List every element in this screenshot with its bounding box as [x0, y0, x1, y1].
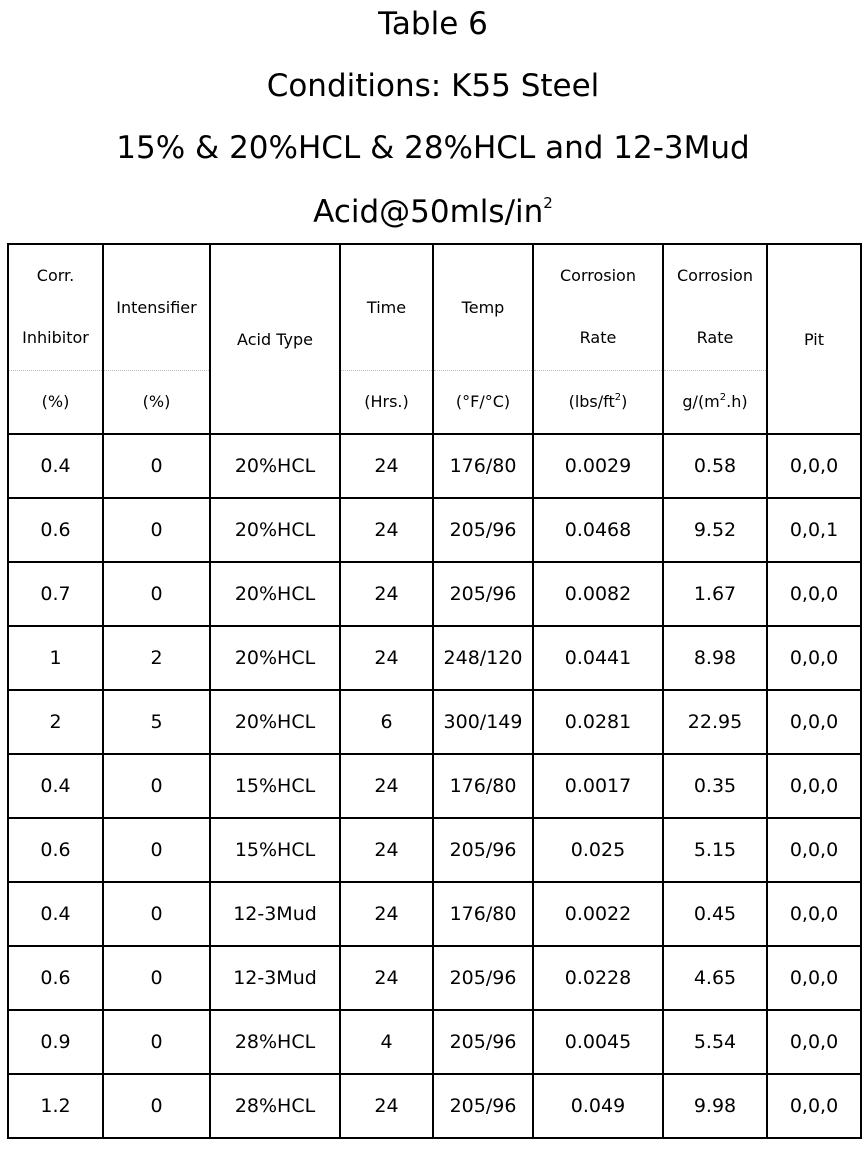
cell-pit: 0,0,0	[767, 434, 861, 498]
cell-intensifier: 0	[103, 1074, 210, 1138]
header-corr-inhibitor-l1: Corr.	[36, 266, 75, 286]
cell-inhibitor: 1.2	[8, 1074, 103, 1138]
cell-rate-g: 4.65	[663, 946, 767, 1010]
table-row	[8, 818, 861, 882]
unit-intensifier: (%)	[103, 370, 210, 434]
unit-lbs-end: )	[621, 392, 628, 412]
cell-inhibitor: 0.6	[8, 818, 103, 882]
unit-corrosion-rate-g	[663, 370, 767, 434]
cell-rate-lbs: 0.025	[533, 818, 663, 882]
cell-inhibitor: 2	[8, 690, 103, 754]
cell-temp: 205/96	[433, 1010, 533, 1074]
cell-rate-lbs: 0.0022	[533, 882, 663, 946]
cell-temp: 205/96	[433, 1074, 533, 1138]
cell-acid-type: 12-3Mud	[210, 946, 340, 1010]
corrosion-data-table	[7, 243, 862, 1139]
table-row	[8, 1074, 861, 1138]
cell-intensifier: 5	[103, 690, 210, 754]
cell-time: 24	[340, 434, 433, 498]
cell-acid-type: 12-3Mud	[210, 882, 340, 946]
unit-corr-inhibitor: (%)	[8, 370, 103, 434]
cell-pit: 0,0,0	[767, 1010, 861, 1074]
header-pit-label: Pit	[803, 329, 824, 349]
cell-rate-g: 22.95	[663, 690, 767, 754]
header-acid-type-label: Acid Type	[237, 329, 313, 349]
cell-rate-lbs: 0.049	[533, 1074, 663, 1138]
cell-inhibitor: 0.6	[8, 946, 103, 1010]
cell-rate-lbs: 0.0281	[533, 690, 663, 754]
cell-rate-g: 0.45	[663, 882, 767, 946]
unit-g-sup: 2	[719, 392, 727, 404]
cell-intensifier: 0	[103, 882, 210, 946]
cell-time: 24	[340, 946, 433, 1010]
header-corrosion-rate-lbs-l2: Rate	[579, 328, 617, 348]
cell-acid-type: 20%HCL	[210, 498, 340, 562]
cell-time: 24	[340, 882, 433, 946]
cell-inhibitor: 0.9	[8, 1010, 103, 1074]
cell-time: 24	[340, 1074, 433, 1138]
cell-time: 24	[340, 754, 433, 818]
cell-rate-lbs: 0.0029	[533, 434, 663, 498]
cell-temp: 300/149	[433, 690, 533, 754]
cell-pit: 0,0,0	[767, 626, 861, 690]
cell-inhibitor: 1	[8, 626, 103, 690]
cell-rate-lbs: 0.0468	[533, 498, 663, 562]
table-row	[8, 946, 861, 1010]
cell-acid-type: 20%HCL	[210, 690, 340, 754]
acid-volume-title	[0, 194, 866, 230]
header-corr-inhibitor	[8, 244, 103, 370]
cell-pit: 0,0,0	[767, 754, 861, 818]
cell-temp: 205/96	[433, 562, 533, 626]
cell-temp: 205/96	[433, 498, 533, 562]
cell-rate-lbs: 0.0017	[533, 754, 663, 818]
cell-inhibitor: 0.4	[8, 434, 103, 498]
header-corrosion-rate-lbs	[533, 244, 663, 370]
header-row-units	[8, 370, 861, 434]
table-row	[8, 626, 861, 690]
unit-corrosion-rate-lbs	[533, 370, 663, 434]
cell-acid-type: 28%HCL	[210, 1074, 340, 1138]
cell-rate-g: 9.98	[663, 1074, 767, 1138]
header-intensifier-label: Intensifier	[116, 297, 197, 317]
cell-rate-lbs: 0.0228	[533, 946, 663, 1010]
header-intensifier	[103, 244, 210, 370]
cell-pit: 0,0,1	[767, 498, 861, 562]
table-row	[8, 690, 861, 754]
cell-acid-type: 20%HCL	[210, 626, 340, 690]
unit-temp: (°F/°C)	[433, 370, 533, 434]
cell-rate-g: 1.67	[663, 562, 767, 626]
cell-intensifier: 0	[103, 498, 210, 562]
header-corrosion-rate-g-l2: Rate	[696, 328, 734, 348]
cell-intensifier: 0	[103, 1010, 210, 1074]
cell-acid-type: 20%HCL	[210, 434, 340, 498]
cell-temp: 176/80	[433, 754, 533, 818]
cell-pit: 0,0,0	[767, 882, 861, 946]
conditions-title: Conditions: K55 Steel	[266, 68, 600, 104]
table-row	[8, 498, 861, 562]
cell-pit: 0,0,0	[767, 562, 861, 626]
cell-intensifier: 0	[103, 562, 210, 626]
cell-time: 4	[340, 1010, 433, 1074]
acid-volume-sup: 2	[543, 194, 553, 212]
header-time	[340, 244, 433, 370]
cell-inhibitor: 0.4	[8, 754, 103, 818]
cell-rate-lbs: 0.0045	[533, 1010, 663, 1074]
cell-rate-g: 5.54	[663, 1010, 767, 1074]
header-corrosion-rate-g-l1: Corrosion	[677, 266, 753, 286]
cell-temp: 205/96	[433, 946, 533, 1010]
header-corrosion-rate-g	[663, 244, 767, 370]
acid-volume-base: Acid@50mls/in	[313, 194, 544, 230]
unit-lbs-sup: 2	[614, 392, 622, 404]
cell-time: 6	[340, 690, 433, 754]
header-corr-inhibitor-l2: Inhibitor	[22, 328, 89, 348]
table-row	[8, 882, 861, 946]
cell-inhibitor: 0.4	[8, 882, 103, 946]
cell-intensifier: 0	[103, 818, 210, 882]
cell-acid-type: 15%HCL	[210, 754, 340, 818]
cell-temp: 176/80	[433, 882, 533, 946]
header-time-label: Time	[366, 297, 407, 317]
cell-rate-lbs: 0.0441	[533, 626, 663, 690]
cell-inhibitor: 0.7	[8, 562, 103, 626]
unit-time: (Hrs.)	[340, 370, 433, 434]
cell-acid-type: 20%HCL	[210, 562, 340, 626]
cell-pit: 0,0,0	[767, 1074, 861, 1138]
cell-pit: 0,0,0	[767, 818, 861, 882]
cell-temp: 176/80	[433, 434, 533, 498]
header-temp	[433, 244, 533, 370]
table-row	[8, 754, 861, 818]
cell-time: 24	[340, 562, 433, 626]
cell-inhibitor: 0.6	[8, 498, 103, 562]
cell-time: 24	[340, 498, 433, 562]
header-acid-type	[210, 244, 340, 434]
cell-intensifier: 0	[103, 434, 210, 498]
unit-g-end: .h)	[726, 392, 748, 412]
header-row-main	[8, 244, 861, 370]
cell-acid-type: 28%HCL	[210, 1010, 340, 1074]
unit-lbs-base: (lbs/ft	[568, 392, 615, 412]
header-pit	[767, 244, 861, 434]
cell-pit: 0,0,0	[767, 946, 861, 1010]
acid-mix-title: 15% & 20%HCL & 28%HCL and 12-3Mud	[116, 130, 750, 166]
table-row	[8, 1010, 861, 1074]
cell-rate-g: 9.52	[663, 498, 767, 562]
cell-rate-lbs: 0.0082	[533, 562, 663, 626]
table-row	[8, 434, 861, 498]
cell-rate-g: 5.15	[663, 818, 767, 882]
cell-intensifier: 0	[103, 946, 210, 1010]
cell-rate-g: 0.58	[663, 434, 767, 498]
cell-time: 24	[340, 818, 433, 882]
cell-intensifier: 2	[103, 626, 210, 690]
unit-g-base: g/(m	[682, 392, 720, 412]
header-temp-label: Temp	[461, 297, 505, 317]
cell-temp: 205/96	[433, 818, 533, 882]
header-corrosion-rate-lbs-l1: Corrosion	[560, 266, 636, 286]
cell-time: 24	[340, 626, 433, 690]
cell-rate-g: 0.35	[663, 754, 767, 818]
cell-temp: 248/120	[433, 626, 533, 690]
table-number-title: Table 6	[378, 6, 488, 42]
cell-pit: 0,0,0	[767, 690, 861, 754]
cell-acid-type: 15%HCL	[210, 818, 340, 882]
cell-intensifier: 0	[103, 754, 210, 818]
cell-rate-g: 8.98	[663, 626, 767, 690]
table-row	[8, 562, 861, 626]
